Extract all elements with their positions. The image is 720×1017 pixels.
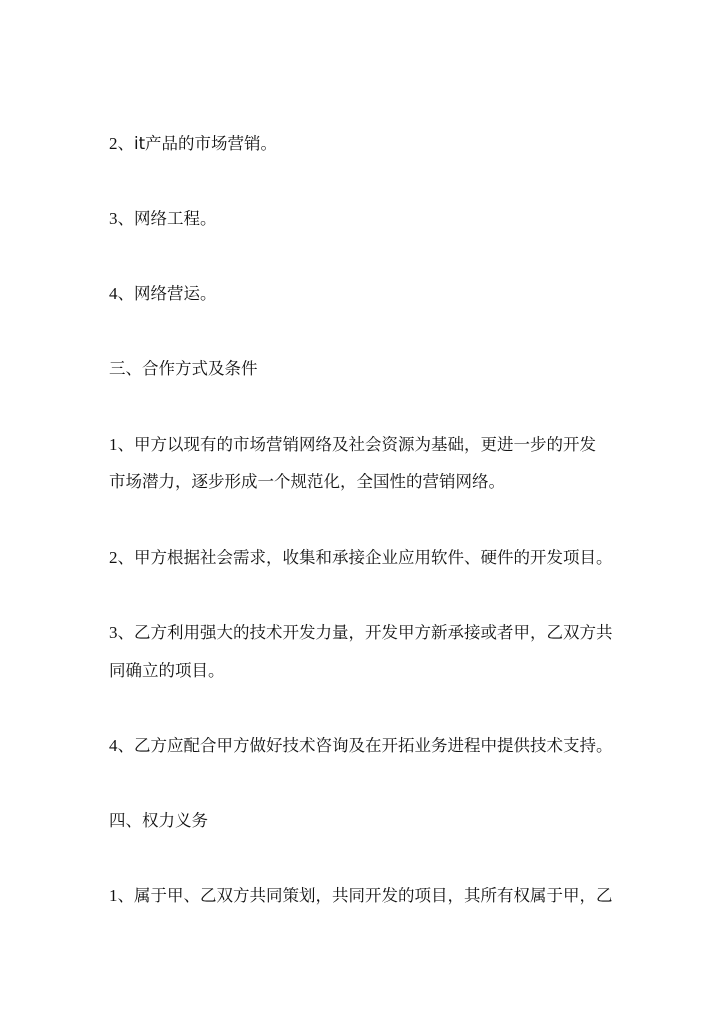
- paragraph-text: 、甲方根据社会需求，收集和承接企业应用软件、硬件的开发项目。: [117, 548, 613, 567]
- heading-text: 三、合作方式及条件: [109, 359, 258, 378]
- item-number: 2: [109, 548, 118, 567]
- paragraph-clause-1-line-1: [109, 426, 629, 463]
- paragraph-text: 、属于甲、乙双方共同策划，共同开发的项目，其所有权属于甲，乙: [117, 886, 613, 905]
- paragraph-text: 同确立的项目。: [109, 661, 225, 680]
- paragraph-item-2: [109, 125, 629, 162]
- item-number: 4: [109, 736, 118, 755]
- paragraph-clause-2: [109, 539, 629, 576]
- item-number: 2: [109, 134, 118, 153]
- paragraph-text: 、乙方利用强大的技术开发力量，开发甲方新承接或者甲，乙双方共: [117, 623, 613, 642]
- section-heading-three: [109, 350, 629, 387]
- item-number: 3: [109, 623, 118, 642]
- paragraph-text: 、it产品的市场营销。: [117, 134, 278, 153]
- paragraph-clause-1-line-2: [109, 463, 629, 500]
- paragraph-clause-4: [109, 727, 629, 764]
- item-number: 1: [109, 886, 118, 905]
- paragraph-text: 、乙方应配合甲方做好技术咨询及在开拓业务进程中提供技术支持。: [117, 736, 613, 755]
- paragraph-text: 、甲方以现有的市场营销网络及社会资源为基础，更进一步的开发: [117, 435, 596, 454]
- heading-text: 四、权力义务: [109, 811, 208, 830]
- paragraph-text: 、网络工程。: [117, 209, 217, 228]
- paragraph-rights-1: [109, 877, 629, 914]
- paragraph-clause-3-line-1: [109, 614, 629, 651]
- item-number: 3: [109, 209, 118, 228]
- paragraph-clause-3-line-2: [109, 652, 629, 689]
- item-number: 1: [109, 435, 118, 454]
- section-heading-four: [109, 802, 629, 839]
- paragraph-text: 、网络营运。: [117, 284, 217, 303]
- item-number: 4: [109, 284, 118, 303]
- paragraph-item-3: [109, 200, 629, 237]
- paragraph-item-4: [109, 275, 629, 312]
- paragraph-text: 市场潜力，逐步形成一个规范化，全国性的营销网络。: [109, 472, 505, 491]
